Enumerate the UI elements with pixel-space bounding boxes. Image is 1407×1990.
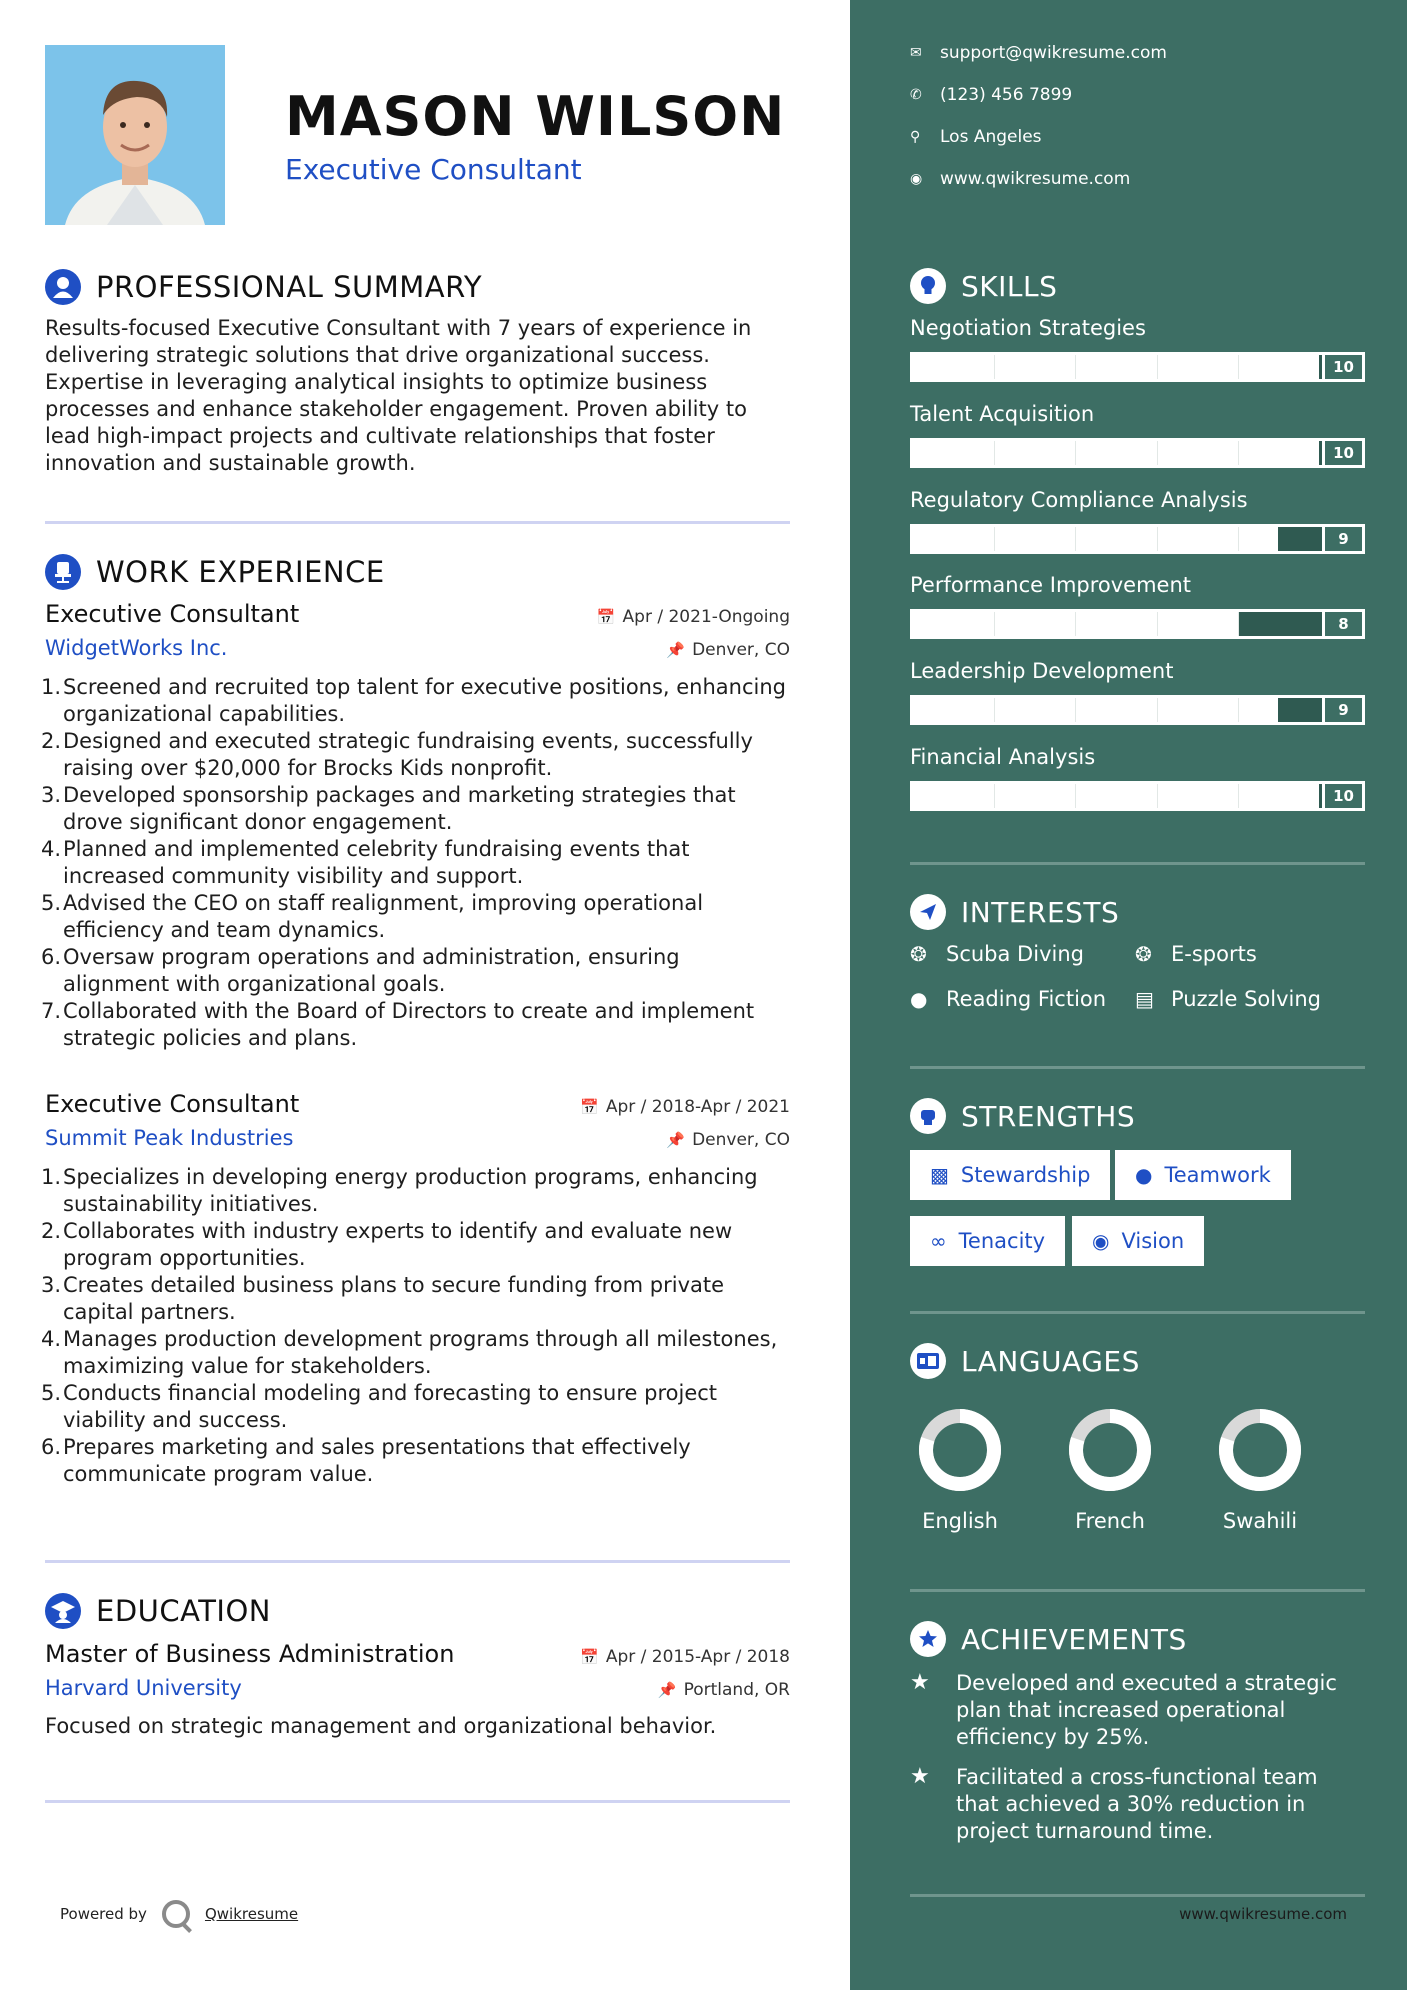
skill-name: Performance Improvement bbox=[910, 573, 1192, 597]
skill-bar bbox=[910, 695, 1365, 725]
skill-level: 8 bbox=[1322, 612, 1362, 636]
skill-item bbox=[910, 316, 1365, 382]
education-dates: Apr / 2015-Apr / 2018 bbox=[605, 1647, 790, 1667]
skill-level: 10 bbox=[1322, 355, 1362, 379]
interest-item: ▤ Puzzle Solving bbox=[1135, 987, 1321, 1011]
skill-bar-segment bbox=[1075, 355, 1076, 379]
skill-bar-segment bbox=[1157, 612, 1158, 636]
list-item: 5. Conducts financial modeling and forecasting to ensure project viability and success. bbox=[41, 1381, 718, 1432]
school-name: Harvard University bbox=[45, 1676, 242, 1700]
skill-item bbox=[910, 573, 1365, 639]
contact-phone[interactable]: ✆ (123) 456 7899 bbox=[910, 85, 1073, 105]
qwikresume-logo-icon bbox=[162, 1900, 190, 1928]
skill-bar-segment bbox=[1238, 527, 1239, 551]
job-dates: Apr / 2018-Apr / 2021 bbox=[605, 1097, 790, 1117]
skill-bar-segment bbox=[1157, 355, 1158, 379]
skill-bar-segment bbox=[994, 612, 995, 636]
graduate-icon bbox=[45, 1593, 81, 1629]
summary-text: Results-focused Executive Consultant with 7 years of experience in delivering strategic solutions that drive organizational success. Expertise in leveraging analytical insights to optimize business processes and enhance stakeholder engagement. Proven ability to lead high-impact projects and cultivate relationships that foster innovation and sustainable growth. bbox=[45, 316, 752, 475]
skill-bar-segment bbox=[1238, 355, 1239, 379]
star-icon: ★ bbox=[910, 1764, 930, 1789]
language-icon bbox=[910, 1343, 946, 1379]
book-icon: ▤ bbox=[1135, 987, 1154, 1011]
calendar-icon: 📅 bbox=[596, 608, 616, 626]
strength-tag: ∞ Tenacity bbox=[910, 1216, 1065, 1266]
skill-bar-segment bbox=[1157, 698, 1158, 722]
star-badge-icon bbox=[910, 1621, 946, 1657]
skill-bar-segment bbox=[1075, 527, 1076, 551]
skill-bar-segment bbox=[994, 527, 995, 551]
calendar-icon: 📅 bbox=[580, 1098, 599, 1116]
section-divider bbox=[45, 521, 790, 524]
language-donut bbox=[1215, 1405, 1305, 1495]
skill-item bbox=[910, 402, 1365, 468]
company-name: WidgetWorks Inc. bbox=[45, 636, 228, 660]
language-donut bbox=[1065, 1405, 1155, 1495]
skill-bar-fill bbox=[913, 527, 1278, 551]
gamepad-icon: ● bbox=[910, 987, 928, 1011]
contact-website[interactable]: ◉ www.qwikresume.com bbox=[910, 169, 1131, 189]
briefcase-icon: ▩ bbox=[930, 1163, 949, 1187]
lifebuoy-icon: ❂ bbox=[1135, 942, 1152, 966]
fist-icon bbox=[910, 1098, 946, 1134]
contact-location: ⚲ Los Angeles bbox=[910, 127, 1042, 147]
lightbulb-icon bbox=[910, 268, 946, 304]
job-dates: Apr / 2021-Ongoing bbox=[622, 607, 790, 627]
pin-icon: 📌 bbox=[657, 1681, 677, 1699]
lifebuoy-icon: ❂ bbox=[910, 942, 927, 966]
skill-bar-fill bbox=[913, 784, 1319, 808]
skill-level: 9 bbox=[1322, 527, 1362, 551]
skills-heading: SKILLS bbox=[910, 268, 1057, 304]
skill-bar-segment bbox=[1238, 698, 1239, 722]
job-entry bbox=[41, 600, 790, 1052]
list-item: 3. Creates detailed business plans to secure funding from private capital partners. bbox=[41, 1273, 725, 1324]
skill-name: Talent Acquisition bbox=[910, 402, 1095, 426]
pin-icon: 📌 bbox=[666, 1131, 686, 1149]
education-heading: EDUCATION bbox=[45, 1592, 271, 1630]
job-location: Denver, CO bbox=[692, 640, 790, 660]
experience-heading: WORK EXPERIENCE bbox=[45, 553, 385, 591]
job-title: Executive Consultant bbox=[45, 600, 300, 628]
education-entry bbox=[45, 1640, 790, 1738]
skill-bar-segment bbox=[1238, 612, 1239, 636]
section-divider bbox=[45, 1800, 790, 1803]
language-name: English bbox=[922, 1509, 998, 1533]
skill-level: 9 bbox=[1322, 698, 1362, 722]
link-icon: ∞ bbox=[930, 1229, 947, 1253]
education-location: Portland, OR bbox=[683, 1680, 790, 1700]
section-divider bbox=[45, 1560, 790, 1563]
job-location: Denver, CO bbox=[692, 1130, 790, 1150]
job-bullets bbox=[41, 1164, 790, 1488]
strength-tag: ▩ Stewardship bbox=[910, 1150, 1110, 1200]
map-pin-icon: ⚲ bbox=[910, 129, 921, 145]
skill-item bbox=[910, 488, 1365, 554]
candidate-title: Executive Consultant bbox=[285, 153, 582, 186]
qwikresume-link[interactable]: Qwikresume bbox=[204, 1905, 299, 1923]
summary-heading: PROFESSIONAL SUMMARY bbox=[45, 268, 482, 306]
interest-item: ❂ Scuba Diving bbox=[910, 942, 1084, 966]
skill-bar-segment bbox=[994, 698, 995, 722]
skill-bar-fill bbox=[913, 698, 1278, 722]
interest-item: ❂ E-sports bbox=[1135, 942, 1257, 966]
globe-icon: ◉ bbox=[910, 171, 923, 187]
section-divider bbox=[910, 1589, 1365, 1592]
achievement-item: ★ Facilitated a cross-functional team that achieved a 30% reduction in project turnaround time. bbox=[910, 1764, 1318, 1843]
list-item: 4. Planned and implemented celebrity fundraising events that increased community visibility and support. bbox=[41, 837, 690, 888]
skill-bar-segment bbox=[1157, 441, 1158, 465]
company-name: Summit Peak Industries bbox=[45, 1126, 294, 1150]
skill-item bbox=[910, 659, 1365, 725]
language-name: Swahili bbox=[1222, 1509, 1298, 1533]
section-divider bbox=[910, 862, 1365, 865]
strength-tag: ● Teamwork bbox=[1115, 1150, 1291, 1200]
language-name: French bbox=[1075, 1509, 1145, 1533]
list-item: 1. Screened and recruited top talent for executive positions, enhancing organizational capabilities. bbox=[41, 675, 787, 726]
list-item: 2. Designed and executed strategic fundraising events, successfully raising over $20,000 for Brocks Kids nonprofit. bbox=[41, 729, 753, 780]
skill-bar-segment bbox=[1157, 527, 1158, 551]
skill-bar bbox=[910, 524, 1365, 554]
strength-tag: ◉ Vision bbox=[1072, 1216, 1204, 1266]
education-description: Focused on strategic management and organizational behavior. bbox=[45, 1714, 717, 1738]
interest-item: ● Reading Fiction bbox=[910, 987, 1107, 1011]
skill-bar-segment bbox=[1075, 612, 1076, 636]
skill-name: Leadership Development bbox=[910, 659, 1174, 683]
skill-bar-fill bbox=[913, 355, 1319, 379]
skill-bar-segment bbox=[1075, 698, 1076, 722]
section-divider bbox=[910, 1894, 1365, 1897]
footer-url[interactable]: www.qwikresume.com bbox=[1179, 1905, 1347, 1923]
skill-bar-segment bbox=[994, 784, 995, 808]
envelope-icon: ✉ bbox=[910, 45, 922, 61]
list-item: 3. Developed sponsorship packages and marketing strategies that drove significant donor engagement. bbox=[41, 783, 736, 834]
job-entry bbox=[41, 1090, 790, 1488]
interests-heading: INTERESTS bbox=[910, 894, 1119, 930]
section-divider bbox=[910, 1066, 1365, 1069]
list-item: 5. Advised the CEO on staff realignment, improving operational efficiency and team dynamics. bbox=[41, 891, 704, 942]
skill-bar-segment bbox=[1157, 784, 1158, 808]
skill-bar bbox=[910, 609, 1365, 639]
sidebar bbox=[850, 0, 1407, 1990]
list-item: 6. Oversaw program operations and administration, ensuring alignment with organizational goals. bbox=[41, 945, 680, 996]
degree-title: Master of Business Administration bbox=[45, 1640, 455, 1668]
powered-by: Powered by Qwikresume bbox=[60, 1900, 298, 1928]
languages-heading: LANGUAGES bbox=[910, 1343, 1140, 1379]
job-bullets bbox=[41, 674, 790, 1052]
skill-bar-segment bbox=[1238, 441, 1239, 465]
phone-icon: ✆ bbox=[910, 87, 922, 103]
users-icon: ● bbox=[1135, 1163, 1153, 1187]
skill-item bbox=[910, 745, 1365, 811]
candidate-name: MASON WILSON bbox=[285, 85, 786, 148]
star-icon: ★ bbox=[910, 1670, 930, 1695]
strengths-heading: STRENGTHS bbox=[910, 1098, 1135, 1134]
skill-bar-segment bbox=[994, 441, 995, 465]
list-item: 2. Collaborates with industry experts to identify and evaluate new program opportunities. bbox=[41, 1219, 733, 1270]
chair-icon bbox=[45, 554, 81, 590]
language-donut bbox=[915, 1405, 1005, 1495]
skill-bar bbox=[910, 438, 1365, 468]
pin-icon: 📌 bbox=[666, 641, 686, 659]
user-icon bbox=[45, 269, 81, 305]
skill-level: 10 bbox=[1322, 441, 1362, 465]
skill-name: Financial Analysis bbox=[910, 745, 1096, 769]
list-item: 6. Prepares marketing and sales presentations that effectively communicate program value. bbox=[41, 1435, 691, 1486]
paper-plane-icon bbox=[910, 894, 946, 930]
skill-name: Regulatory Compliance Analysis bbox=[910, 488, 1248, 512]
achievements-heading: ACHIEVEMENTS bbox=[910, 1621, 1187, 1657]
job-title: Executive Consultant bbox=[45, 1090, 300, 1118]
list-item: 7. Collaborated with the Board of Directors to create and implement strategic policies and plans. bbox=[41, 999, 755, 1050]
skill-bar bbox=[910, 352, 1365, 382]
contact-email[interactable]: ✉ support@qwikresume.com bbox=[910, 43, 1167, 63]
calendar-icon: 📅 bbox=[580, 1648, 599, 1666]
skill-bar-segment bbox=[1075, 784, 1076, 808]
profile-photo bbox=[45, 45, 225, 225]
list-item: 1. Specializes in developing energy production programs, enhancing sustainability initiatives. bbox=[41, 1165, 758, 1216]
binoculars-icon: ◉ bbox=[1092, 1229, 1110, 1253]
language-item bbox=[910, 1405, 1010, 1533]
language-item bbox=[1210, 1405, 1310, 1533]
skill-name: Negotiation Strategies bbox=[910, 316, 1146, 340]
name-block bbox=[285, 85, 785, 186]
skill-bar-segment bbox=[1238, 784, 1239, 808]
list-item: 4. Manages production development programs through all milestones, maximizing value for stakeholders. bbox=[41, 1327, 778, 1378]
skill-bar-segment bbox=[994, 355, 995, 379]
skill-level: 10 bbox=[1322, 784, 1362, 808]
skill-bar bbox=[910, 781, 1365, 811]
skill-bar-segment bbox=[1075, 441, 1076, 465]
achievement-item: ★ Developed and executed a strategic plan that increased operational efficiency by 25%. bbox=[910, 1670, 1337, 1749]
language-item bbox=[1060, 1405, 1160, 1533]
skill-bar-fill bbox=[913, 441, 1319, 465]
section-divider bbox=[910, 1311, 1365, 1314]
